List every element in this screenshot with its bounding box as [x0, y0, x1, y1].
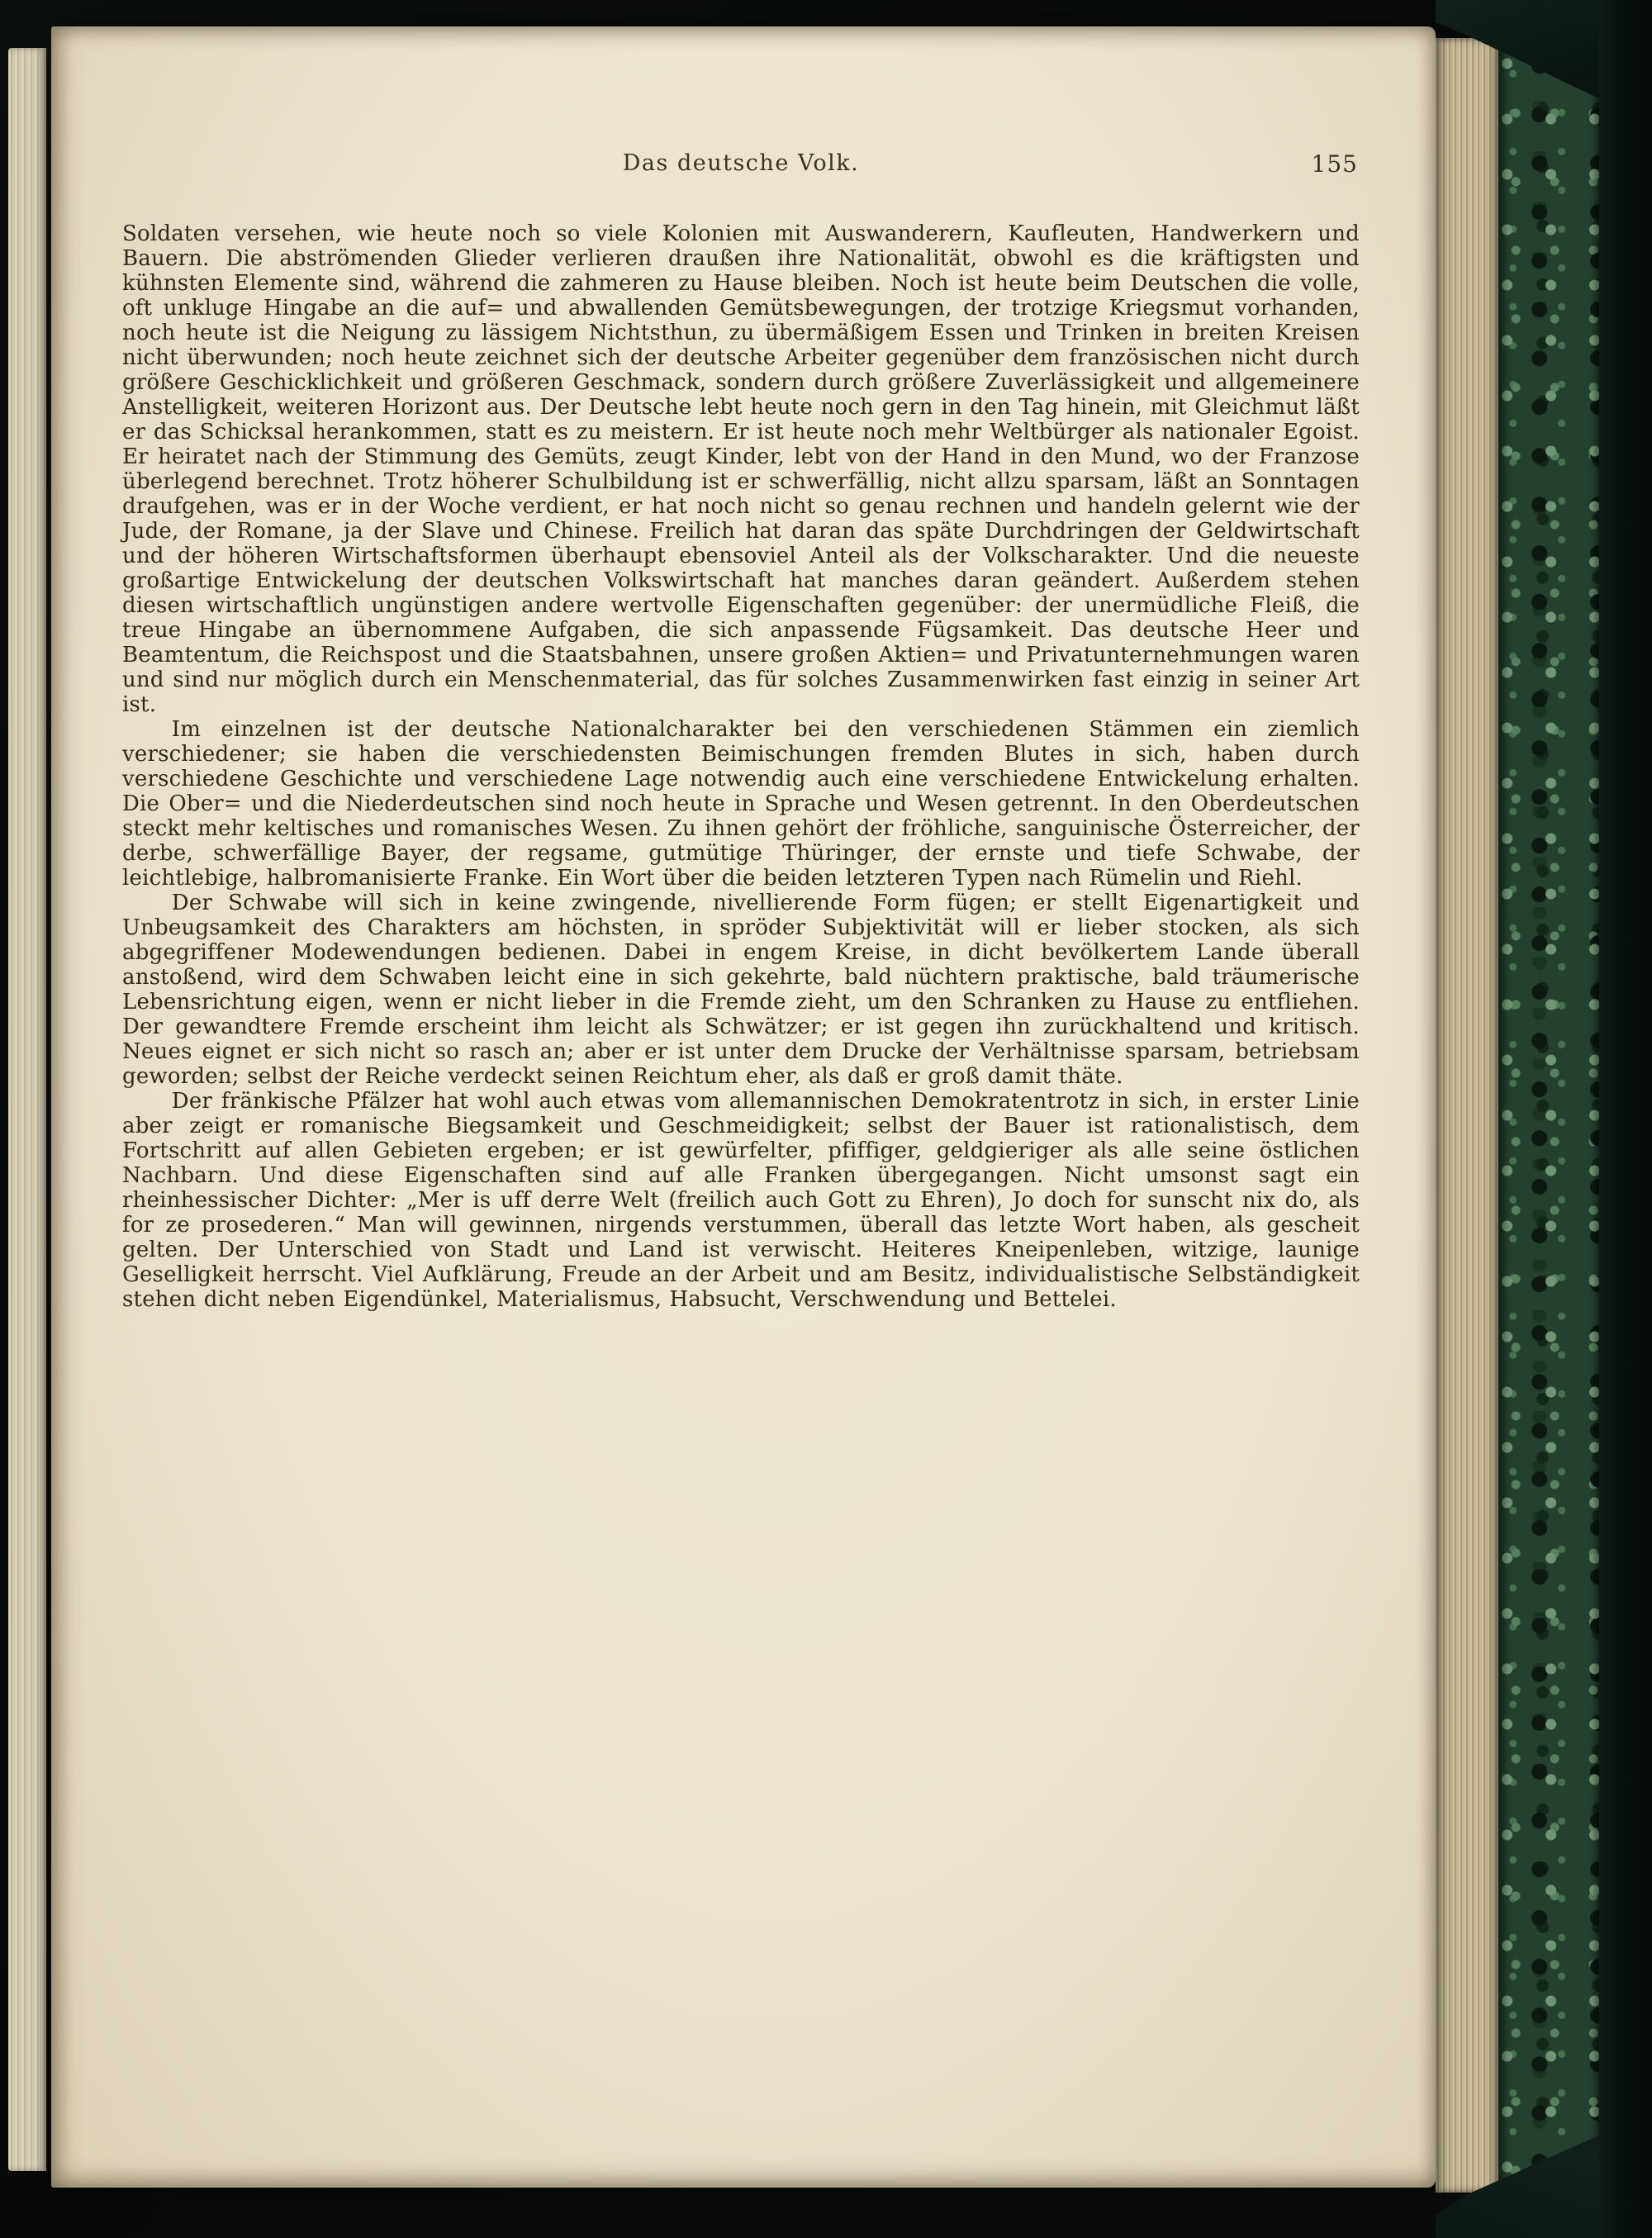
book-page	[51, 26, 1436, 2188]
marbled-cover	[1498, 0, 1599, 2238]
fore-edge-page-stack	[1436, 38, 1498, 2193]
page-number: 155	[1311, 150, 1358, 178]
page-content	[122, 150, 1360, 2088]
body-text	[122, 221, 1360, 1312]
paragraph: Im einzelnen ist der deutsche Nationalcharakter bei den verschiedenen Stämmen ein ziemlich verschiedener; sie haben die verschiedensten Beimischungen fremden Blutes in sich, haben durch verschiedene Geschichte und verschiedene Lage notwendig auch eine verschiedene Entwickelung erhalten. Die Ober= und die Niederdeutschen sind noch heute in Sprache und Wesen getrennt. In den Oberdeutschen steckt mehr keltisches und romanisches Wesen. Zu ihnen gehört der fröhliche, sanguinische Österreicher, der derbe, schwerfällige Bayer, der regsame, gutmütige Thüringer, der ernste und tiefe Schwabe, der leichtlebige, halbromanisierte Franke. Ein Wort über die beiden letzteren Typen nach Rümelin und Riehl.	[122, 717, 1360, 891]
running-title: Das deutsche Volk.	[622, 150, 860, 176]
paragraph: Der fränkische Pfälzer hat wohl auch etwas vom allemannischen Demokratentrotz in sich, in erster Linie aber zeigt er romanische Biegsamkeit und Geschmeidigkeit; selbst der Bauer ist rationalistisch, dem Fortschritt auf allen Gebieten ergeben; er ist gewürfelter, pfiffiger, geldgieriger als alle seine östlichen Nachbarn. Und diese Eigenschaften sind auf alle Franken übergegangen. Nicht umsonst sagt ein rheinhessischer Dichter: „Mer is uff derre Welt (freilich auch Gott zu Ehren), Jo doch for sunscht nix do, als for ze prosederen.“ Man will gewinnen, nirgends verstummen, überall das letzte Wort haben, als gescheit gelten. Der Unterschied von Stadt und Land ist verwischt. Heiteres Kneipenleben, witzige, launige Geselligkeit herrscht. Viel Aufklärung, Freude an der Arbeit und am Besitz, individualistische Selbständigkeit stehen dicht neben Eigendünkel, Materialismus, Habsucht, Verschwendung und Bettelei.	[122, 1089, 1360, 1312]
paragraph: Soldaten versehen, wie heute noch so viele Kolonien mit Auswanderern, Kaufleuten, Handwerkern und Bauern. Die abströmenden Glieder verlieren draußen ihre Nationalität, obwohl es die kräftigsten und kühnsten Elemente sind, während die zahmeren zu Hause bleiben. Noch ist heute beim Deutschen die volle, oft unkluge Hingabe an die auf= und abwallenden Gemütsbewegungen, der trotzige Kriegsmut vorhanden, noch heute ist die Neigung zu lässigem Nichtsthun, zu übermäßigem Essen und Trinken in breiten Kreisen nicht überwunden; noch heute zeichnet sich der deutsche Arbeiter gegenüber dem französischen nicht durch größere Geschicklichkeit und größeren Geschmack, sondern durch größere Zuverlässigkeit und allgemeinere Anstelligkeit, weiteren Horizont aus. Der Deutsche lebt heute noch gern in den Tag hinein, mit Gleichmut läßt er das Schicksal herankommen, statt es zu meistern. Er ist heute noch mehr Weltbürger als nationaler Egoist. Er heiratet nach der Stimmung des Gemüts, zeugt Kinder, lebt von der Hand in den Mund, wo der Franzose überlegend berechnet. Trotz höherer Schulbildung ist er schwerfällig, nicht allzu sparsam, läßt an Sonntagen draufgehen, was er in der Woche verdient, er hat noch nicht so genau rechnen und handeln gelernt wie der Jude, der Romane, ja der Slave und Chinese. Freilich hat daran das späte Durchdringen der Geldwirtschaft und der höheren Wirtschaftsformen überhaupt ebensoviel Anteil als der Volkscharakter. Und die neueste großartige Entwickelung der deutschen Volkswirtschaft hat manches daran geändert. Außerdem stehen diesen wirtschaftlich ungünstigen andere wertvolle Eigenschaften gegenüber: der unermüdliche Fleiß, die treue Hingabe an übernommene Aufgaben, die sich anpassende Fügsamkeit. Das deutsche Heer und Beamtentum, die Reichspost und die Staatsbahnen, unsere großen Aktien= und Privatunternehmungen waren und sind nur möglich durch ein Menschenmaterial, das für solches Zusammenwirken fast einzig in seiner Art ist.	[122, 221, 1360, 717]
cover-edge	[1599, 0, 1652, 2238]
page-header	[122, 150, 1360, 188]
paragraph: Der Schwabe will sich in keine zwingende, nivellierende Form fügen; er stellt Eigenartigkeit und Unbeugsamkeit des Charakters am höchsten, in spröder Subjektivität will er lieber stocken, als sich abgegriffener Modewendungen bedienen. Dabei in engem Kreise, in dicht bevölkertem Lande überall anstoßend, wird dem Schwaben leicht eine in sich gekehrte, bald nüchtern praktische, bald träumerische Lebensrichtung eigen, wenn er nicht lieber in die Fremde zieht, um den Schranken zu Hause zu entfliehen. Der gewandtere Fremde erscheint ihm leicht als Schwätzer; er ist gegen ihn zurückhaltend und kritisch. Neues eignet er sich nicht so rasch an; aber er ist unter dem Drucke der Verhältnisse sparsam, betriebsam geworden; selbst der Reiche verdeckt seinen Reichtum eher, als daß er groß damit thäte.	[122, 891, 1360, 1089]
left-page-edges	[8, 48, 46, 2171]
